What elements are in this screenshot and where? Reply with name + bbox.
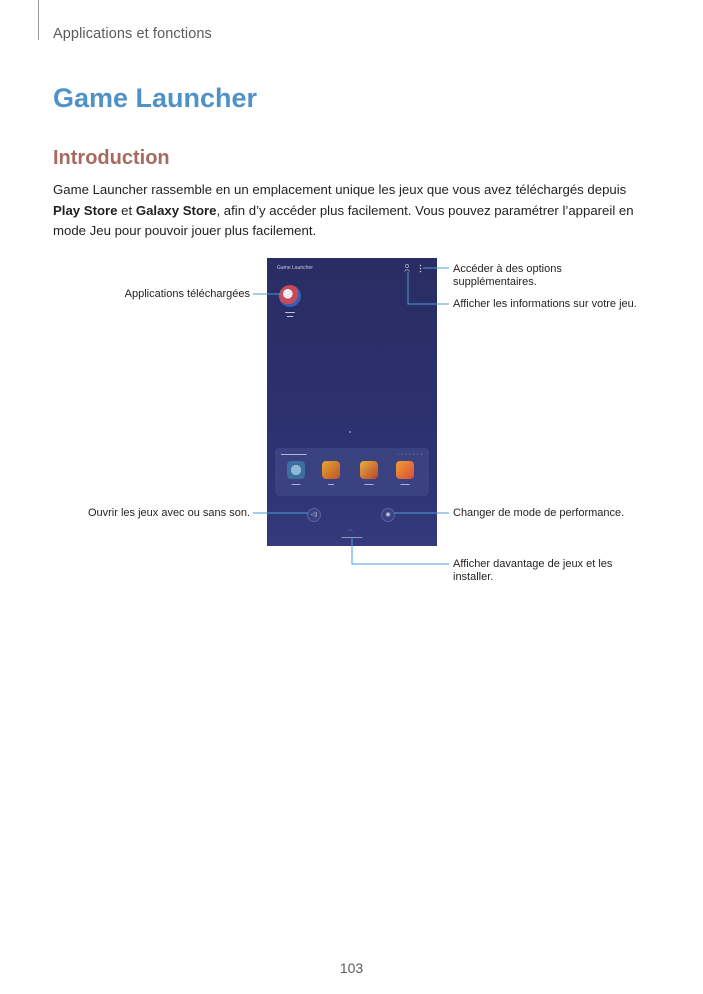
suggested-game-label: ▬▬▬ [291, 482, 301, 486]
intro-text-3: , afin d’y accéder plus facilement. Vous pouvez paramétrer l’appareil en mode Jeu pour pouvoir jouer plus facilement. [53, 202, 634, 238]
intro-bold-play-store: Play Store [53, 202, 118, 218]
callout-downloaded-apps: Applications téléchargées [124, 288, 250, 300]
suggested-game-label: ▬▬▬ [400, 482, 410, 486]
callout-more-games: Afficher davantage de jeux et les installer. [453, 558, 613, 583]
screen-title: Game Launcher [277, 265, 313, 271]
chevron-up-icon: ︿ [348, 527, 354, 533]
suggested-game-label: ▬▬▬ [364, 482, 374, 486]
leader-more-games [352, 537, 449, 564]
downloaded-game-label: ▬▬▬ ▬▬ [285, 310, 295, 318]
performance-icon: ◉ [385, 512, 391, 518]
intro-text-2: et [117, 202, 136, 218]
leader-game-info [408, 272, 449, 304]
callout-game-info: Afficher les informations sur votre jeu. [453, 298, 637, 310]
page-title: Game Launcher [53, 83, 258, 113]
callout-sound-toggle: Ouvrir les jeux avec ou sans son. [87, 507, 250, 519]
intro-bold-galaxy-store: Galaxy Store [135, 202, 217, 218]
callout-more-options: Accéder à des options supplémentaires. [453, 263, 562, 288]
callout-performance-mode: Changer de mode de performance. [453, 507, 625, 519]
suggested-game-label: ▬▬ [328, 482, 334, 486]
panel-pager: • • • • • • • [397, 452, 423, 456]
section-subtitle: Introduction [53, 147, 170, 169]
page-number: 103 [339, 960, 364, 976]
running-header: Applications et fonctions [53, 26, 212, 42]
panel-heading: ▬▬▬▬▬▬▬▬ [281, 452, 307, 456]
speaker-icon: ◁) [310, 512, 318, 518]
more-games-label: ▬▬▬▬▬▬▬ [341, 535, 363, 539]
intro-text-1: Game Launcher rassemble en un emplacement unique les jeux que vous avez téléchargés depuis [53, 182, 627, 197]
